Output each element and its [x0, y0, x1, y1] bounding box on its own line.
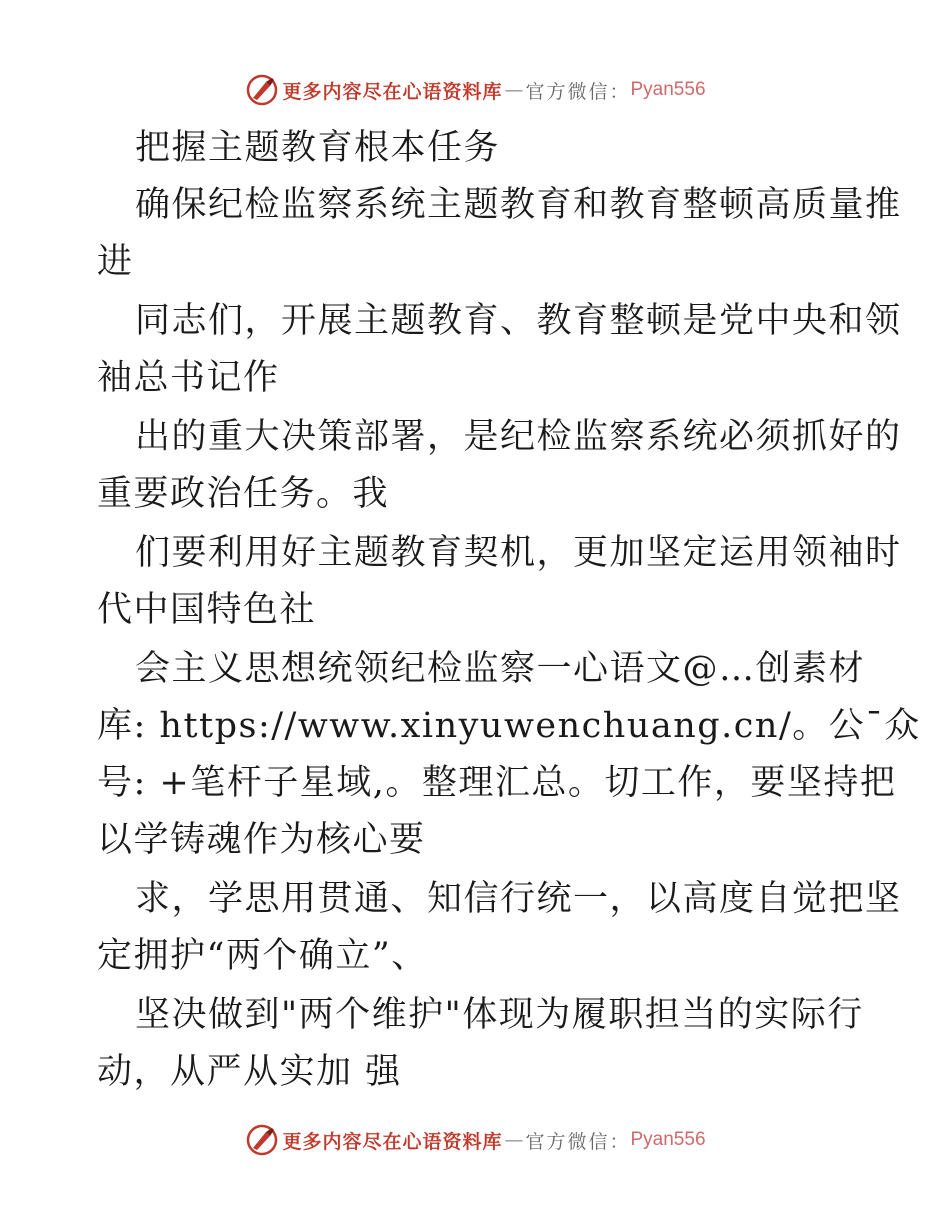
header-wechat-id: Pyan556 [630, 79, 706, 100]
header-wechat-label: 官方微信： [525, 80, 631, 103]
footer-dash: — [504, 1129, 524, 1151]
doc-line: 重要政治任务。我 [97, 474, 390, 514]
doc-title: 把握主题教育根本任务 [135, 128, 501, 168]
footer-wechat-id: Pyan556 [630, 1129, 706, 1150]
doc-line: 进 [97, 242, 134, 282]
header-dash: — [504, 79, 524, 101]
footer-watermark [0, 1120, 950, 1160]
doc-line: 确保纪检监察系统主题教育和教育整顿高质量推 [135, 185, 902, 225]
footer-site-text: 更多内容尽在心语资料库 [282, 1130, 503, 1153]
doc-line: 动，从严从实加 强 [97, 1052, 402, 1092]
doc-line: 们要利用好主题教育契机，更加坚定运用领袖时 [135, 533, 902, 573]
header-watermark [0, 70, 950, 110]
logo-icon [244, 72, 280, 108]
doc-line: 代中国特色社 [97, 590, 317, 630]
doc-line: 求，学思用贯通、知信行统一，以高度自觉把坚 [135, 879, 902, 919]
doc-line: 号: +笔杆子星域,。整理汇总。切工作，要坚持把 [97, 763, 897, 803]
header-site-text: 更多内容尽在心语资料库 [282, 80, 503, 103]
document-body [97, 120, 921, 1101]
doc-line: 坚决做到"两个维护"体现为履职担当的实际行 [135, 995, 864, 1035]
doc-line: 出的重大决策部署，是纪检监察系统必须抓好的 [135, 417, 902, 457]
doc-line: 定拥护“两个确立”、 [97, 936, 428, 976]
doc-line: 会主义思想统领纪检监察一心语文@…创素材 [135, 649, 866, 689]
footer-wechat-label: 官方微信： [525, 1130, 631, 1153]
doc-line: 库: https://www.xinyuwenchuang.cn/。公¯众 [97, 706, 921, 746]
logo-icon [244, 1122, 280, 1158]
doc-line: 同志们，开展主题教育、教育整顿是党中央和领 [135, 301, 902, 341]
doc-line: 以学铸魂作为核心要 [97, 820, 426, 860]
doc-line: 袖总书记作 [97, 358, 280, 398]
